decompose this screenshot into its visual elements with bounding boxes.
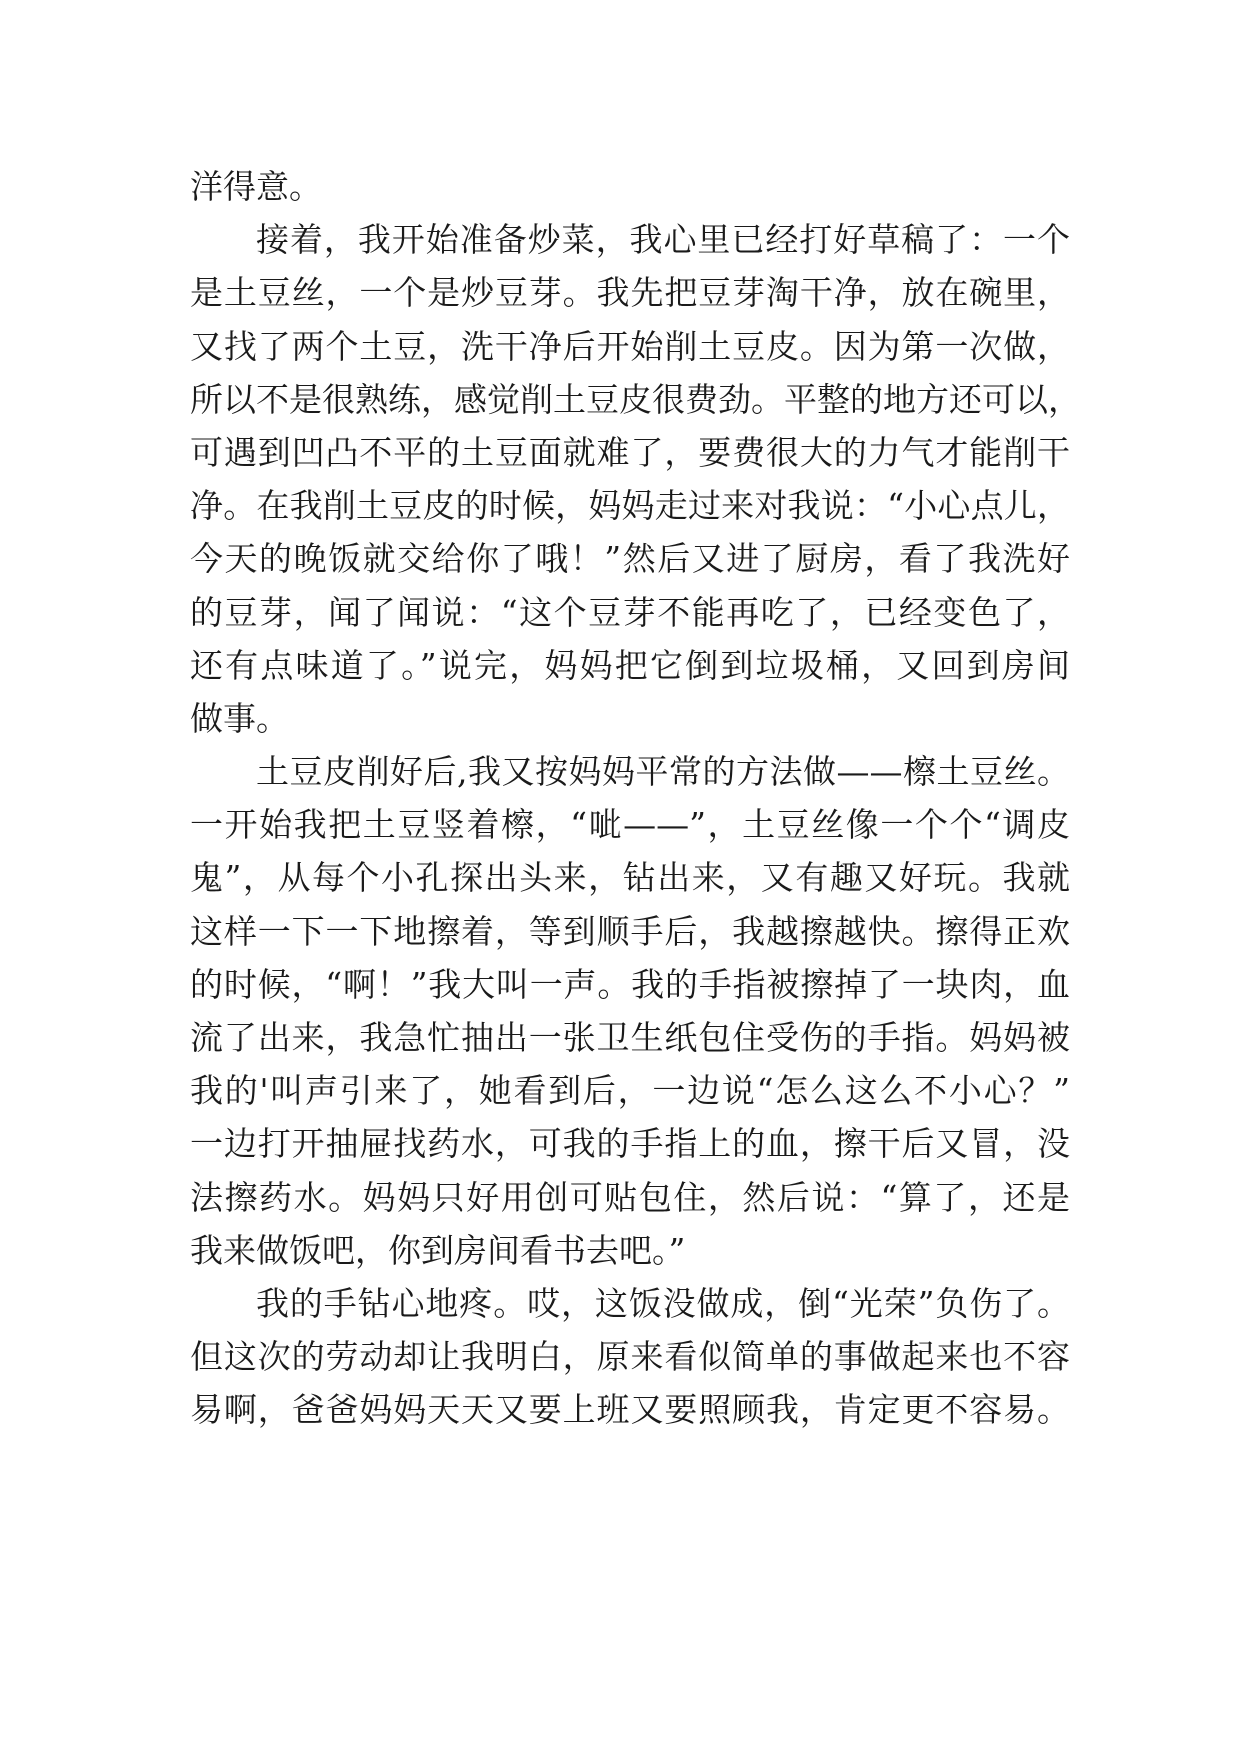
text-line: 我来做饭吧，你到房间看书去吧。”	[190, 1230, 686, 1270]
text-line: 所以不是很熟练，感觉削土豆皮很费劲。平整的地方还可以，	[190, 379, 1081, 419]
text-line: 流了出来，我急忙抽出一张卫生纸包住受伤的手指。妈妈被	[190, 1018, 1070, 1057]
paragraph-start-line: 土豆皮削好后,我又按妈妈平常的方法做——檫土豆丝。	[256, 752, 1070, 792]
text-line: 洋得意。	[190, 167, 322, 206]
text-line: 一边打开抽屉找药水，可我的手指上的血，擦干后又冒，没	[190, 1124, 1070, 1164]
essay-body	[190, 160, 1081, 1437]
paragraph-start-line: 我的手钻心地疼。哎，这饭没做成，倒“光荣”负伤了。	[256, 1283, 1070, 1323]
text-line: 又找了两个土豆，洗干净后开始削土豆皮。因为第一次做，	[190, 326, 1070, 366]
text-line: 的时候，“啊！”我大叫一声。我的手指被擦掉了一块肉，血	[190, 964, 1070, 1004]
text-line: 易啊，爸爸妈妈天天又要上班又要照顾我，肯定更不容易。	[190, 1390, 1070, 1430]
text-line: 这样一下一下地擦着，等到顺手后，我越擦越快。擦得正欢	[190, 911, 1070, 951]
text-line: 是土豆丝，一个是炒豆芽。我先把豆芽淘干净，放在碗里，	[190, 273, 1070, 313]
text-line: 鬼”，从每个小孔探出头来，钻出来，又有趣又好玩。我就	[190, 858, 1070, 898]
text-line: 做事。	[190, 698, 289, 738]
text-line: 法擦药水。妈妈只好用创可贴包住，然后说：“算了，还是	[190, 1177, 1070, 1217]
paragraph-start-line: 接着，我开始准备炒菜，我心里已经打好草稿了：一个	[256, 220, 1070, 260]
text-line: 还有点味道了。”说完，妈妈把它倒到垃圾桶，又回到房间	[190, 645, 1070, 685]
text-line: 净。在我削土豆皮的时候，妈妈走过来对我说：“小心点儿，	[190, 486, 1070, 526]
text-line: 可遇到凹凸不平的土豆面就难了，要费很大的力气才能削干	[190, 432, 1070, 472]
text-line: 我的'叫声引来了，她看到后，一边说“怎么这么不小心？”	[190, 1071, 1070, 1111]
text-line: 今天的晚饭就交给你了哦！”然后又进了厨房，看了我洗好	[190, 539, 1070, 579]
text-line: 一开始我把土豆竖着檫，“呲——”，土豆丝像一个个“调皮	[190, 805, 1070, 845]
text-line: 但这次的劳动却让我明白，原来看似简单的事做起来也不容	[190, 1337, 1070, 1377]
text-line: 的豆芽，闻了闻说：“这个豆芽不能再吃了，已经变色了，	[190, 592, 1070, 632]
